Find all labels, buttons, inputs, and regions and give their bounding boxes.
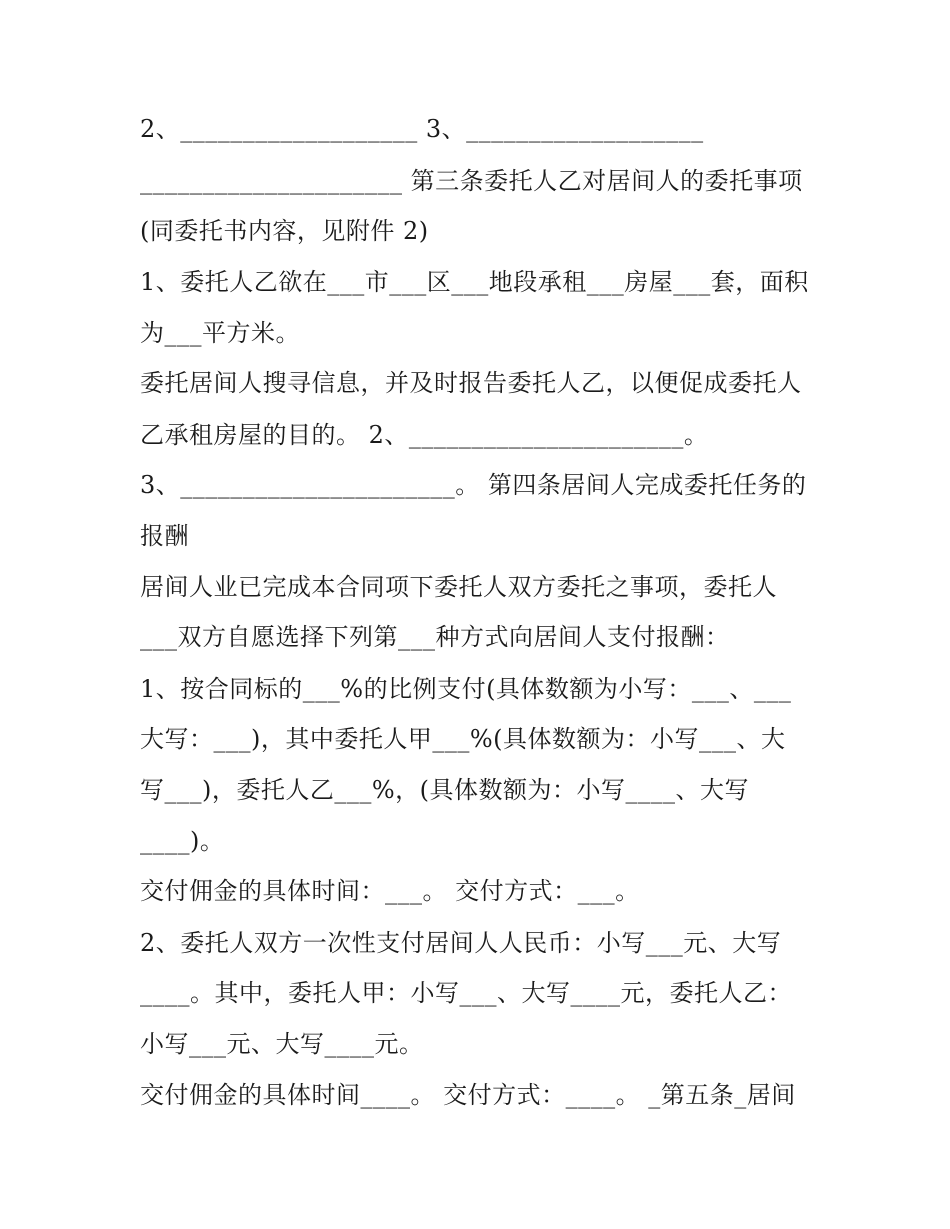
text-line: ___双方自愿选择下列第___种方式向居间人支付报酬： — [140, 623, 730, 651]
text-line: ____)。 — [140, 827, 225, 855]
text-line: 交付佣金的具体时间：___。 交付方式：___。 — [140, 877, 640, 905]
text-line: 2、委托人双方一次性支付居间人人民币：小写___元、大写 — [140, 929, 782, 957]
text-line: 3、______________________。 第四条居间人完成委托任务的 — [140, 471, 807, 499]
text-line: 写___)，委托人乙___%，(具体数额为：小写____、大写 — [140, 776, 750, 804]
text-line: 1、委托人乙欲在___市___区___地段承租___房屋___套，面积 — [140, 268, 809, 296]
text-line: 报酬 — [140, 522, 189, 550]
text-line: 小写___元、大写____元。 — [140, 1030, 424, 1058]
text-line: ____。其中，委托人甲：小写___、大写____元，委托人乙： — [140, 979, 792, 1007]
text-line: 乙承租房屋的目的。 2、______________________。 — [140, 421, 709, 449]
text-line: (同委托书内容，见附件 2) — [140, 217, 429, 245]
text-line: 交付佣金的具体时间____。 交付方式：____。 _第五条_居间 — [140, 1081, 796, 1109]
text-line: 2、___________________ 3、___________________ — [140, 115, 704, 143]
text-line: 大写：___)，其中委托人甲___%(具体数额为：小写___、大 — [140, 725, 786, 753]
text-line: 委托居间人搜寻信息，并及时报告委托人乙，以便促成委托人 — [140, 369, 802, 397]
text-line: _____________________ 第三条委托人乙对居间人的委托事项 — [140, 167, 803, 195]
text-line: 1、按合同标的___%的比例支付(具体数额为小写：___、___ — [140, 675, 792, 703]
text-line: 居间人业已完成本合同项下委托人双方委托之事项，委托人 — [140, 573, 777, 601]
text-line: 为___平方米。 — [140, 319, 300, 347]
